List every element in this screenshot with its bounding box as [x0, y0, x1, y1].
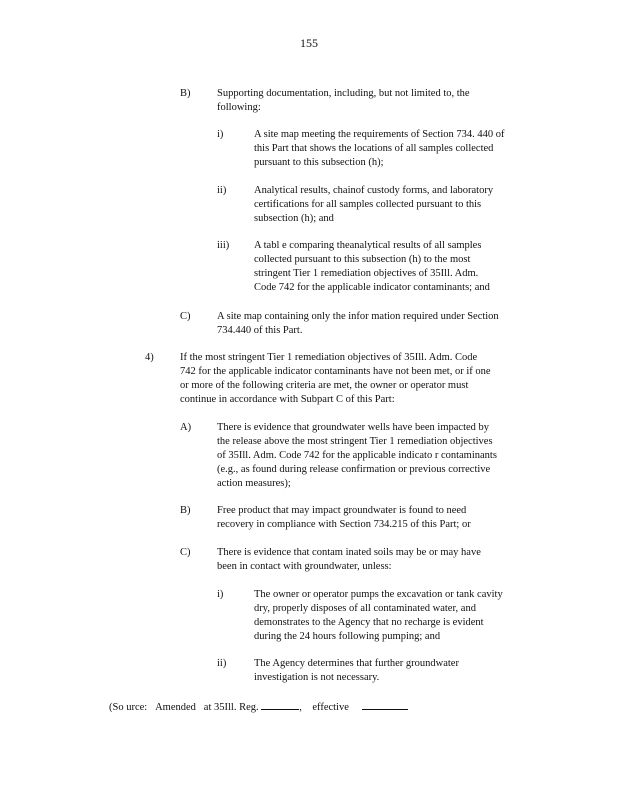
paragraph-b: [217, 87, 507, 115]
text-line: investigation is not necessary.: [254, 672, 380, 683]
text-line: Code 742 for the applicable indicator contaminants; and: [254, 282, 490, 293]
paragraph-4-c-ii: [254, 657, 544, 685]
paragraph-4-c-i: [254, 588, 544, 644]
text-line: following:: [217, 102, 261, 113]
text-line: during the 24 hours following pumping; and: [254, 631, 441, 642]
source-amended: Amended: [155, 702, 196, 713]
text-line: the release above the most stringent Tier 1 remediation objectives: [217, 436, 493, 447]
item-marker: C): [180, 311, 191, 322]
paragraph-4-a: [217, 421, 537, 491]
source-comma: ,: [299, 702, 302, 713]
source-open: (So urce:: [109, 702, 148, 713]
source-note: [109, 699, 408, 715]
text-line: The owner or operator pumps the excavation or tank cavity: [254, 589, 503, 600]
item-marker: B): [180, 505, 191, 516]
text-line: Analytical results, chainof custody forms, and laboratory: [254, 185, 494, 196]
item-marker: 4): [145, 352, 154, 363]
text-line: or more of the following criteria are met, the owner or operator must: [180, 380, 469, 391]
source-reg: at 35Ill. Reg.: [203, 702, 259, 713]
text-line: There is evidence that contam inated soils may be or may have: [217, 547, 481, 558]
paragraph-b-iii: [254, 239, 544, 295]
text-line: (e.g., as found during release confirmation or previous corrective: [217, 464, 491, 475]
item-marker: B): [180, 88, 191, 99]
text-line: There is evidence that groundwater wells have been impacted by: [217, 422, 490, 433]
text-line: A site map meeting the requirements of Section 734. 440 of: [254, 129, 505, 140]
text-line: this Part that shows the locations of all samples collected: [254, 143, 494, 154]
paragraph-b-i: [254, 128, 544, 170]
text-line: dry, properly disposes of all contaminated water, and: [254, 603, 476, 614]
paragraph-4-c: [217, 546, 537, 574]
paragraph-b-ii: [254, 184, 544, 226]
paragraph-c: [217, 310, 537, 338]
text-line: Supporting documentation, including, but not limited to, the: [217, 88, 470, 99]
text-line: 742 for the applicable indicator contaminants have not been met, or if one: [180, 366, 491, 377]
paragraph-4: [180, 351, 540, 407]
text-line: action measures);: [217, 478, 291, 489]
text-line: A site map containing only the infor mation required under Section: [217, 311, 499, 322]
text-line: of 35Ill. Adm. Code 742 for the applicable indicato r contaminants: [217, 450, 497, 461]
blank-line: [362, 699, 408, 710]
source-effective: effective: [312, 702, 349, 713]
text-line: subsection (h); and: [254, 213, 334, 224]
text-line: continue in accordance with Subpart C of this Part:: [180, 394, 395, 405]
text-line: stringent Tier 1 remediation objectives of 35Ill. Adm.: [254, 268, 479, 279]
item-marker: A): [180, 422, 192, 433]
text-line: collected pursuant to this subsection (h) to the most: [254, 254, 471, 265]
item-marker: iii): [217, 240, 230, 251]
item-marker: i): [217, 129, 224, 140]
text-line: pursuant to this subsection (h);: [254, 157, 384, 168]
text-line: The Agency determines that further groundwater: [254, 658, 459, 669]
text-line: recovery in compliance with Section 734.215 of this Part; or: [217, 519, 471, 530]
blank-line: [261, 699, 299, 710]
text-line: demonstrates to the Agency that no recharge is evident: [254, 617, 484, 628]
item-marker: ii): [217, 658, 227, 669]
text-line: 734.440 of this Part.: [217, 325, 303, 336]
item-marker: ii): [217, 185, 227, 196]
item-marker: i): [217, 589, 224, 600]
text-line: Free product that may impact groundwater is found to need: [217, 505, 467, 516]
text-line: certifications for all samples collected pursuant to this: [254, 199, 482, 210]
text-line: been in contact with groundwater, unless:: [217, 561, 392, 572]
page-number: 155: [300, 36, 318, 50]
item-marker: C): [180, 547, 191, 558]
text-line: A tabl e comparing theanalytical results of all samples: [254, 240, 482, 251]
paragraph-4-b: [217, 504, 537, 532]
text-line: If the most stringent Tier 1 remediation objectives of 35Ill. Adm. Code: [180, 352, 478, 363]
